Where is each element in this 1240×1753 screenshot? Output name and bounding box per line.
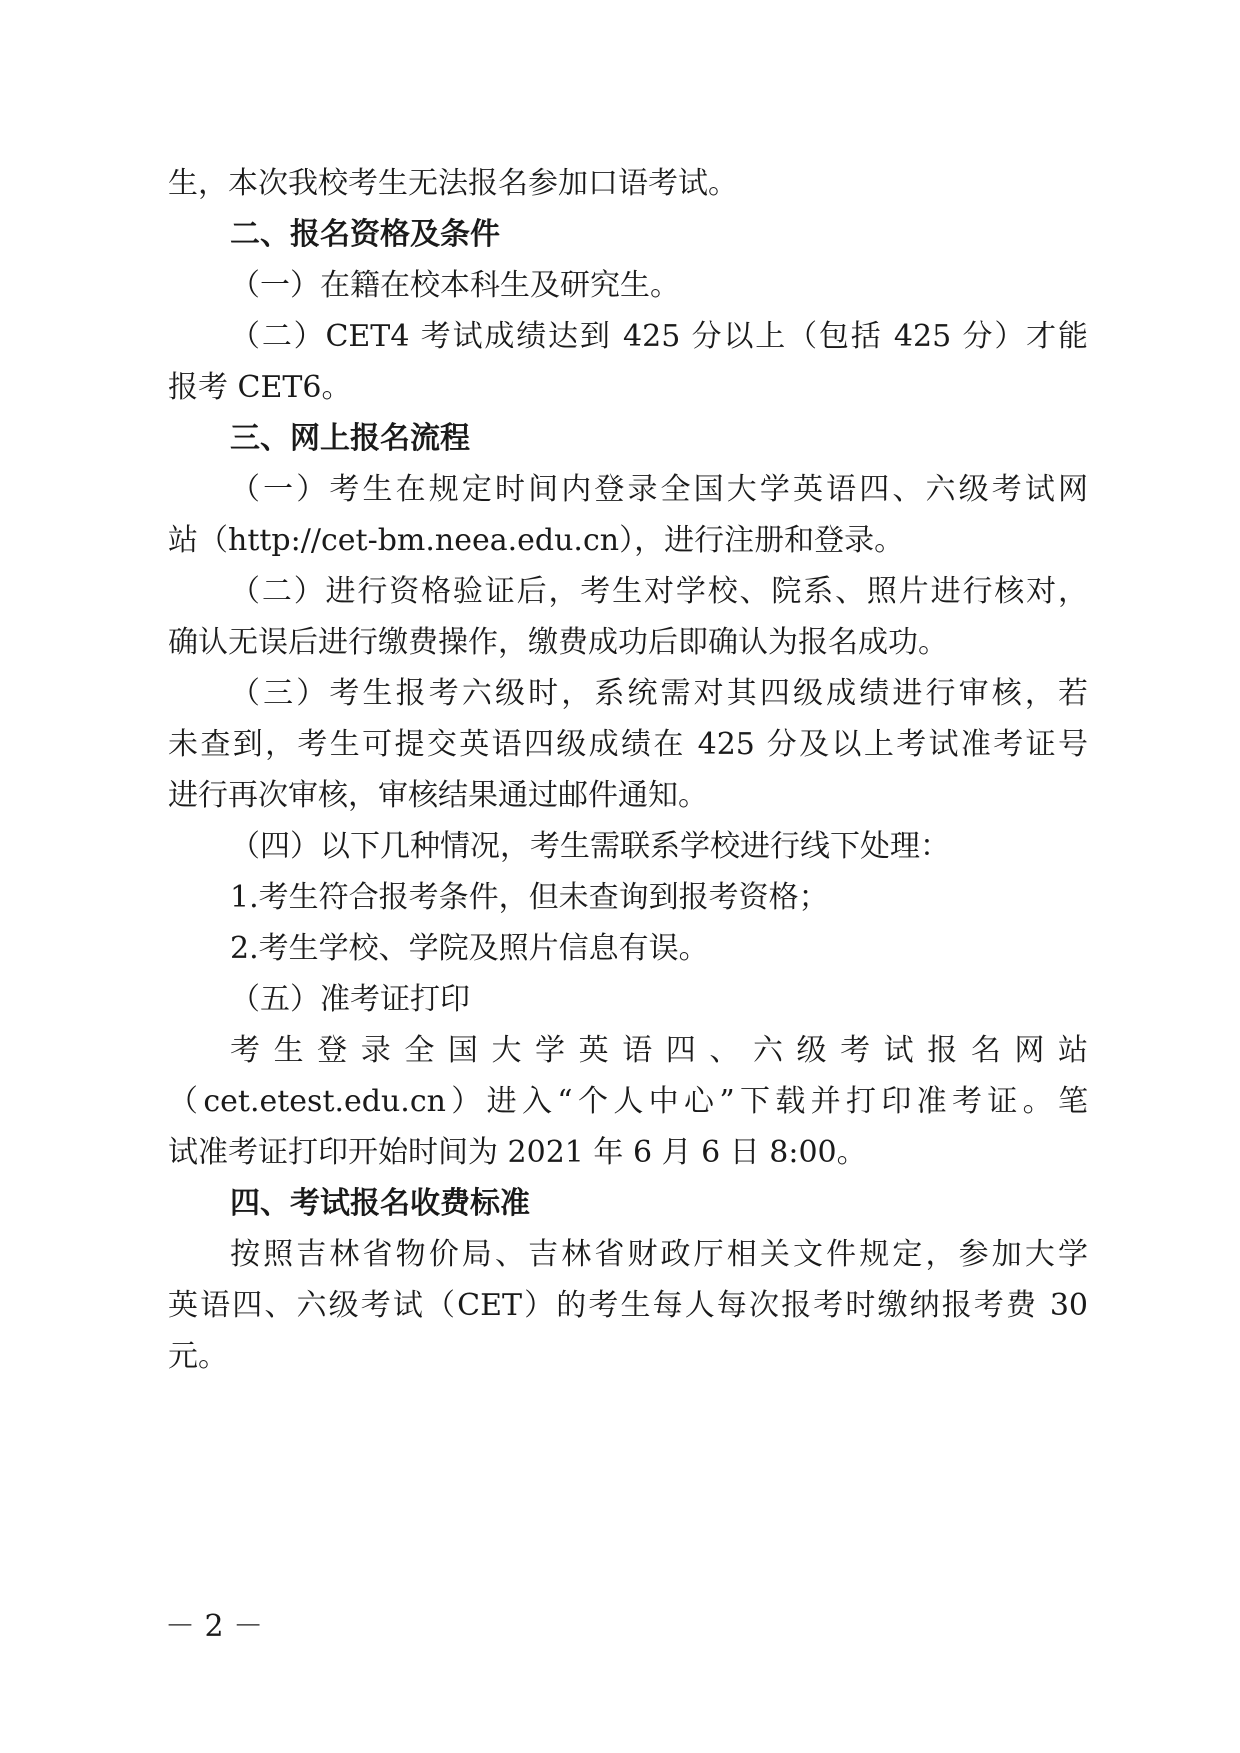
text-line: （一）在籍在校本科生及研究生。 <box>230 268 680 303</box>
text-line: （五）准考证打印 <box>230 982 470 1017</box>
list-item: 2.考生学校、学院及照片信息有误。 <box>230 931 709 966</box>
text-line: （三）考生报考六级时，系统需对其四级成绩进行审核，若 <box>230 676 1088 711</box>
text-line: 试准考证打印开始时间为 2021 年 6 月 6 日 8:00。 <box>168 1135 867 1170</box>
text-line: 考生登录全国大学英语四、六级考试报名网站 <box>230 1033 1088 1068</box>
list-item: 1.考生符合报考条件，但未查询到报考资格； <box>230 880 829 915</box>
text-line: 报考 CET6。 <box>168 370 352 405</box>
text-line: 未查到，考生可提交英语四级成绩在 425 分及以上考试准考证号 <box>168 727 1088 762</box>
text-line: 英语四、六级考试（CET）的考生每人每次报考时缴纳报考费 30 <box>168 1288 1088 1323</box>
text-line: （一）考生在规定时间内登录全国大学英语四、六级考试网 <box>230 472 1088 507</box>
text-line: 生，本次我校考生无法报名参加口语考试。 <box>168 166 738 201</box>
page-number: － 2 － <box>165 1609 264 1644</box>
section-heading: 四、考试报名收费标准 <box>230 1186 530 1221</box>
text-line: 元。 <box>168 1339 228 1374</box>
text-line: 确认无误后进行缴费操作，缴费成功后即确认为报名成功。 <box>168 625 948 660</box>
text-line: （cet.etest.edu.cn）进入“个人中心”下载并打印准考证。笔 <box>168 1084 1088 1119</box>
text-line: （二）进行资格验证后，考生对学校、院系、照片进行核对， <box>230 574 1088 609</box>
section-heading: 三、网上报名流程 <box>230 421 470 456</box>
text-line: 按照吉林省物价局、吉林省财政厅相关文件规定，参加大学 <box>230 1237 1088 1272</box>
section-heading: 二、报名资格及条件 <box>230 217 500 252</box>
text-line: 进行再次审核，审核结果通过邮件通知。 <box>168 778 708 813</box>
text-line: 站（http://cet-bm.neea.edu.cn），进行注册和登录。 <box>168 523 905 558</box>
text-line: （四）以下几种情况，考生需联系学校进行线下处理： <box>230 829 950 864</box>
text-line: （二）CET4 考试成绩达到 425 分以上（包括 425 分）才能 <box>230 319 1088 354</box>
